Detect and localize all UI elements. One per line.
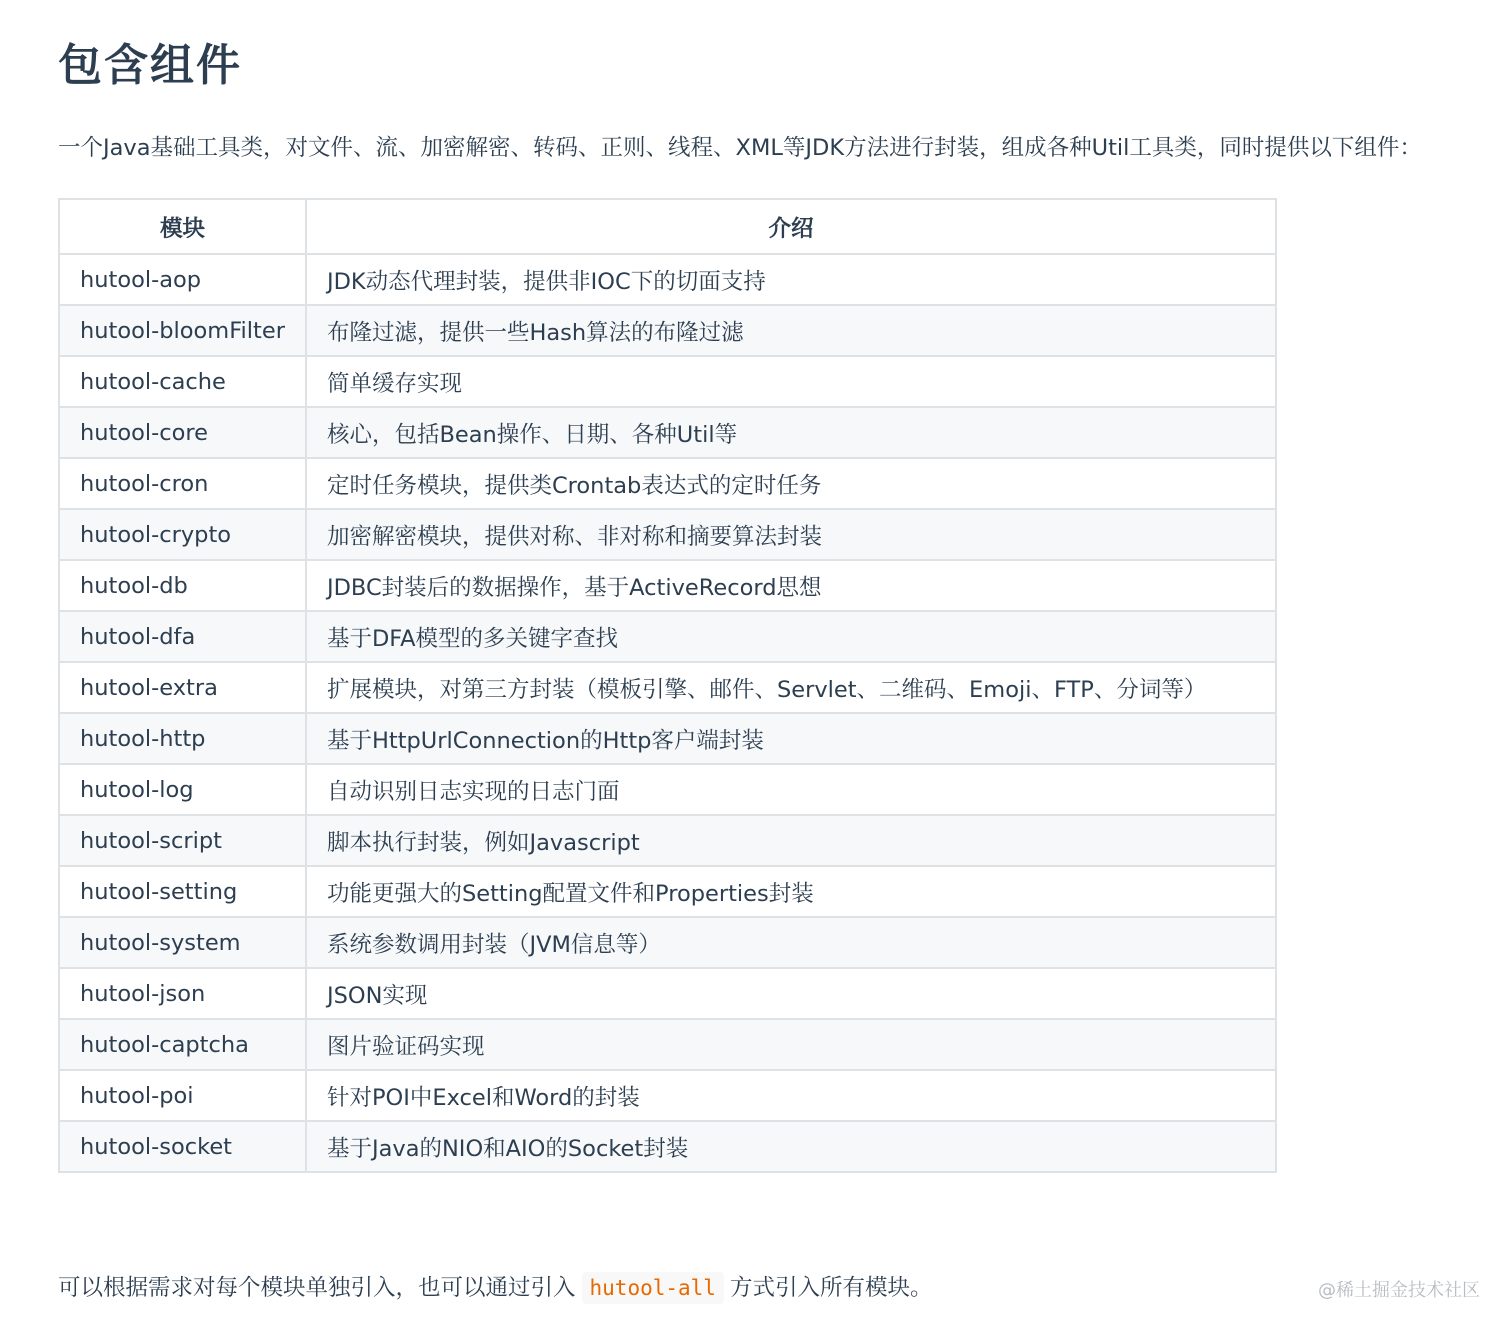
module-description-cell: 加密解密模块，提供对称、非对称和摘要算法封装 [306,509,1276,560]
footer-text-before: 可以根据需求对每个模块单独引入，也可以通过引入 [58,1275,576,1301]
module-name-cell: hutool-cron [59,458,306,509]
table-row [59,815,1276,866]
table-row [59,458,1276,509]
module-name-cell: hutool-setting [59,866,306,917]
module-description-cell: JSON实现 [306,968,1276,1019]
module-description-cell: JDBC封装后的数据操作，基于ActiveRecord思想 [306,560,1276,611]
table-row [59,662,1276,713]
module-description-cell: 针对POI中Excel和Word的封装 [306,1070,1276,1121]
module-description-cell: 定时任务模块，提供类Crontab表达式的定时任务 [306,458,1276,509]
module-name-cell: hutool-extra [59,662,306,713]
module-description-cell: 功能更强大的Setting配置文件和Properties封装 [306,866,1276,917]
module-description-cell: 基于Java的NIO和AIO的Socket封装 [306,1121,1276,1172]
inline-code: hutool-all [582,1272,724,1304]
table-row [59,1070,1276,1121]
table-row [59,1019,1276,1070]
module-description-cell: 系统参数调用封装（JVM信息等） [306,917,1276,968]
module-name-cell: hutool-http [59,713,306,764]
module-name-cell: hutool-core [59,407,306,458]
footer-paragraph [58,1268,932,1308]
module-name-cell: hutool-poi [59,1070,306,1121]
module-description-cell: 简单缓存实现 [306,356,1276,407]
watermark: @稀土掘金技术社区 [1318,1280,1480,1301]
module-name-cell: hutool-json [59,968,306,1019]
table-row [59,356,1276,407]
module-description-cell: 布隆过滤，提供一些Hash算法的布隆过滤 [306,305,1276,356]
table-row [59,866,1276,917]
module-name-cell: hutool-captcha [59,1019,306,1070]
module-description-cell: 脚本执行封装，例如Javascript [306,815,1276,866]
modules-table [58,198,1277,1173]
table-row [59,713,1276,764]
table-row [59,560,1276,611]
header-module: 模块 [59,199,306,254]
table-row [59,1121,1276,1172]
table-row [59,968,1276,1019]
table-row [59,254,1276,305]
module-name-cell: hutool-db [59,560,306,611]
table-row [59,917,1276,968]
module-description-cell: 核心，包括Bean操作、日期、各种Util等 [306,407,1276,458]
module-name-cell: hutool-system [59,917,306,968]
table-row [59,764,1276,815]
module-description-cell: 扩展模块，对第三方封装（模板引擎、邮件、Servlet、二维码、Emoji、FTP、分词等） [306,662,1276,713]
table-row [59,611,1276,662]
module-description-cell: 基于HttpUrlConnection的Http客户端封装 [306,713,1276,764]
module-description-cell: 自动识别日志实现的日志门面 [306,764,1276,815]
module-name-cell: hutool-bloomFilter [59,305,306,356]
table-row [59,407,1276,458]
module-name-cell: hutool-log [59,764,306,815]
module-description-cell: JDK动态代理封装，提供非IOC下的切面支持 [306,254,1276,305]
module-name-cell: hutool-aop [59,254,306,305]
table-header-row [59,199,1276,254]
intro-paragraph: 一个Java基础工具类，对文件、流、加密解密、转码、正则、线程、XML等JDK方法进行封装，组成各种Util工具类，同时提供以下组件： [58,135,1422,161]
module-description-cell: 图片验证码实现 [306,1019,1276,1070]
module-name-cell: hutool-script [59,815,306,866]
module-description-cell: 基于DFA模型的多关键字查找 [306,611,1276,662]
module-name-cell: hutool-crypto [59,509,306,560]
table-row [59,509,1276,560]
module-name-cell: hutool-cache [59,356,306,407]
module-name-cell: hutool-socket [59,1121,306,1172]
page-title: 包含组件 [58,40,242,91]
header-description: 介绍 [306,199,1276,254]
footer-text-after: 方式引入所有模块。 [729,1275,933,1301]
table-body [59,254,1276,1172]
module-name-cell: hutool-dfa [59,611,306,662]
table-row [59,305,1276,356]
